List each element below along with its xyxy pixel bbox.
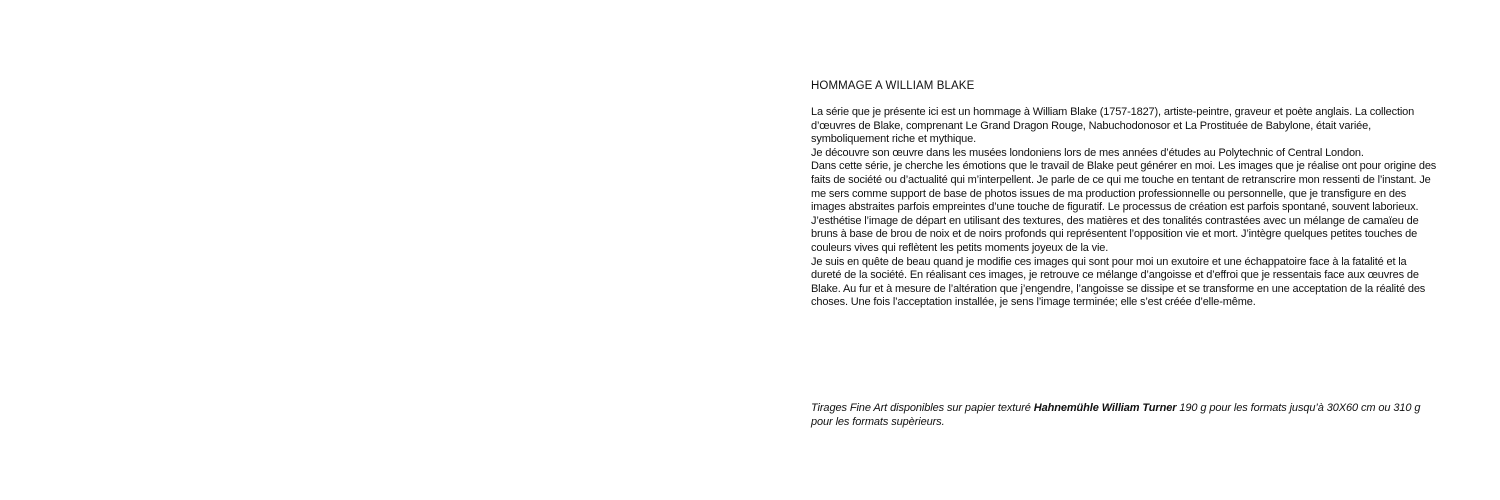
right-page — [750, 0, 1500, 500]
body-text — [811, 106, 1439, 310]
print-info-prefix: Tirages Fine Art disponibles sur papier texturé — [811, 402, 1034, 414]
paragraph-quest: Je suis en quête de beau quand je modifie ces images qui sont pour moi un exutoire et une échappatoire face à la fatalité et la dureté de la société. En réalisant ces images, je retrouve ce mélange d’angoisse et d’effroi que je ressentais face aux œuvres de Blake. Au fur et à mesure de l’altération que j’engendre, l’angoisse se dissipe et se transforme en une acceptation de la réalité des choses. Une fois l’acceptation installée, je sens l’image terminée; elle s’est créée d’elle-même. — [811, 255, 1426, 309]
document-title: HOMMAGE A WILLIAM BLAKE — [811, 80, 975, 92]
print-info-note — [811, 402, 1439, 429]
paragraph-intro: La série que je présente ici est un hommage à William Blake (1757-1827), artiste-peintre, graveur et poète anglais. La collection d’œuvres de Blake, comprenant Le Grand Dragon Rouge, Nabuchodonosor et La Prostituée de Babylone, était variée, symboliquement riche et mythique. — [811, 106, 1415, 146]
paragraph-discovery: Je découvre son œuvre dans les musées londoniens lors de mes années d’études au Polytechnic of Central London. — [811, 146, 1364, 159]
print-info-suffix: 190 g pour les formats jusqu’à 30X60 cm ou 310 g pour les formats supèrieurs. — [811, 402, 1421, 428]
paper-brand: Hahnemühle William Turner — [1033, 402, 1177, 414]
paragraph-process: Dans cette série, je cherche les émotions que le travail de Blake peut générer en moi. Les images que je réalise ont pour origine des faits de société ou d’actualité qui m’interpellent. Je parle de ce qui me touche en tentant de retranscrire mon ressenti de l’instant. Je me sers comme support de base de photos issues de ma production professionnelle ou personnelle, que je transfigure en des images abstraites parfois empreintes d’une touche de figuratif. Le processus de création est parfois spontané, souvent laborieux. J’esthétise l’image de départ en utilisant des textures, des matières et des tonalités contrastées avec un mélange de camaïeu de bruns à base de brou de noix et de noirs profonds qui représentent l’opposition vie et mort. J’intègre quelques petites touches de couleurs vives qui reflètent les petits moments joyeux de la vie. — [811, 160, 1437, 254]
